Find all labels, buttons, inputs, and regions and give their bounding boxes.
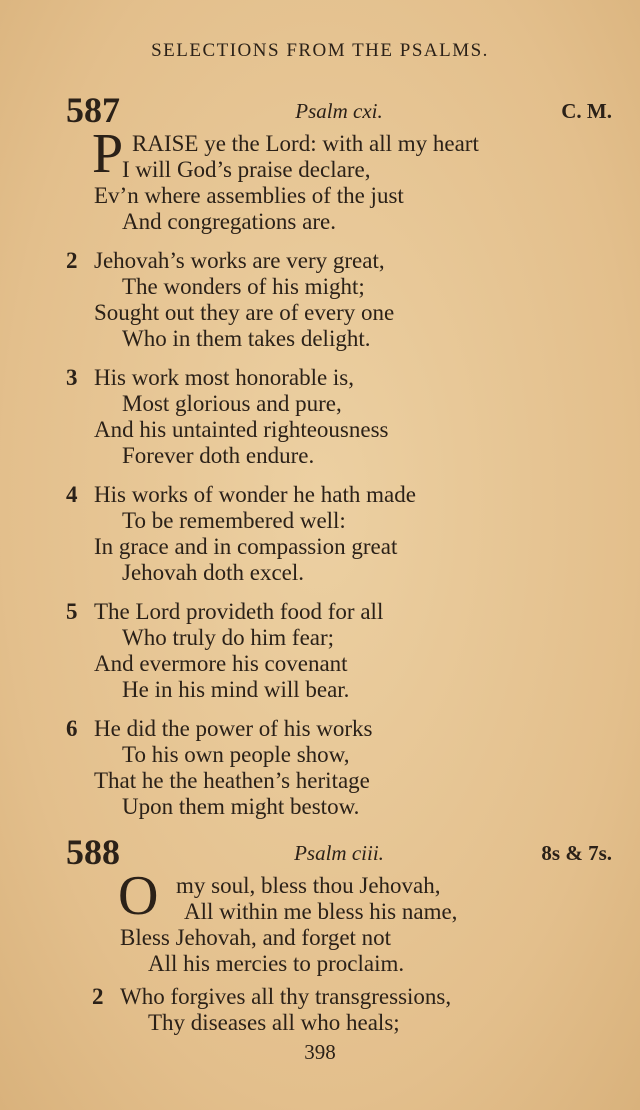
verse-line: Jehovah doth excel.: [122, 560, 305, 585]
verse-line: All his mercies to proclaim.: [148, 951, 405, 976]
verse-line: Thy diseases all who heals;: [148, 1010, 400, 1035]
hymn-588-heading: [66, 830, 612, 870]
hymn-number: 587: [66, 90, 120, 130]
hymn-meter: 8s & 7s.: [541, 841, 612, 865]
page-number: 398: [304, 1040, 336, 1064]
verse-line: Who in them takes delight.: [122, 326, 371, 351]
hymn-meter: C. M.: [561, 99, 612, 123]
verse-line: To his own people show,: [122, 742, 350, 767]
hymn-number: 588: [66, 832, 120, 872]
verse-line: Who truly do him fear;: [122, 625, 335, 650]
verse-number: 5: [66, 599, 78, 624]
verse-line: Upon them might bestow.: [122, 794, 360, 819]
verse-line: He did the power of his works: [94, 716, 373, 741]
verse-line: Ev’n where assemblies of the just: [94, 183, 404, 208]
hymn-587-heading: [66, 88, 612, 128]
verse-line: The wonders of his might;: [122, 274, 365, 299]
verse-line: Forever doth endure.: [122, 443, 315, 468]
verse-line: His works of wonder he hath made: [94, 482, 416, 507]
verse-line: The Lord provideth food for all: [94, 599, 384, 624]
verse-number: 2: [92, 984, 104, 1009]
verse-line: In grace and in compassion great: [94, 534, 398, 559]
verse-line: my soul, bless thou Jehovah,: [176, 873, 441, 898]
drop-cap: O: [118, 865, 159, 927]
verse-line: To be remembered well:: [122, 508, 346, 533]
verse-line: And evermore his covenant: [94, 651, 348, 676]
verse-line: RAISE ye the Lord: with all my heart: [132, 131, 479, 156]
verse-line: Sought out they are of every one: [94, 300, 395, 325]
verse-line: Bless Jehovah, and forget not: [120, 925, 392, 950]
psalm-reference: Psalm ciii.: [294, 841, 384, 865]
verse-line: Jehovah’s works are very great,: [94, 248, 385, 273]
drop-cap: P: [92, 123, 124, 185]
verse-line: And congregations are.: [122, 209, 336, 234]
verse-line: His work most honorable is,: [94, 365, 355, 390]
verse-line: All within me bless his name,: [184, 899, 458, 924]
verse-number: 4: [66, 482, 78, 507]
verse-line: Who forgives all thy transgressions,: [120, 984, 452, 1009]
psalm-reference: Psalm cxi.: [295, 99, 383, 123]
verse-line: I will God’s praise declare,: [122, 157, 371, 182]
running-header: SELECTIONS FROM THE PSALMS.: [151, 40, 489, 61]
verse-line: That he the heathen’s heritage: [94, 768, 370, 793]
verse-number: 3: [66, 365, 78, 390]
verse-number: 2: [66, 248, 78, 273]
verse-line: He in his mind will bear.: [122, 677, 350, 702]
verse-number: 6: [66, 716, 78, 741]
verse-line: Most glorious and pure,: [122, 391, 342, 416]
verse-line: And his untainted righteousness: [94, 417, 389, 442]
